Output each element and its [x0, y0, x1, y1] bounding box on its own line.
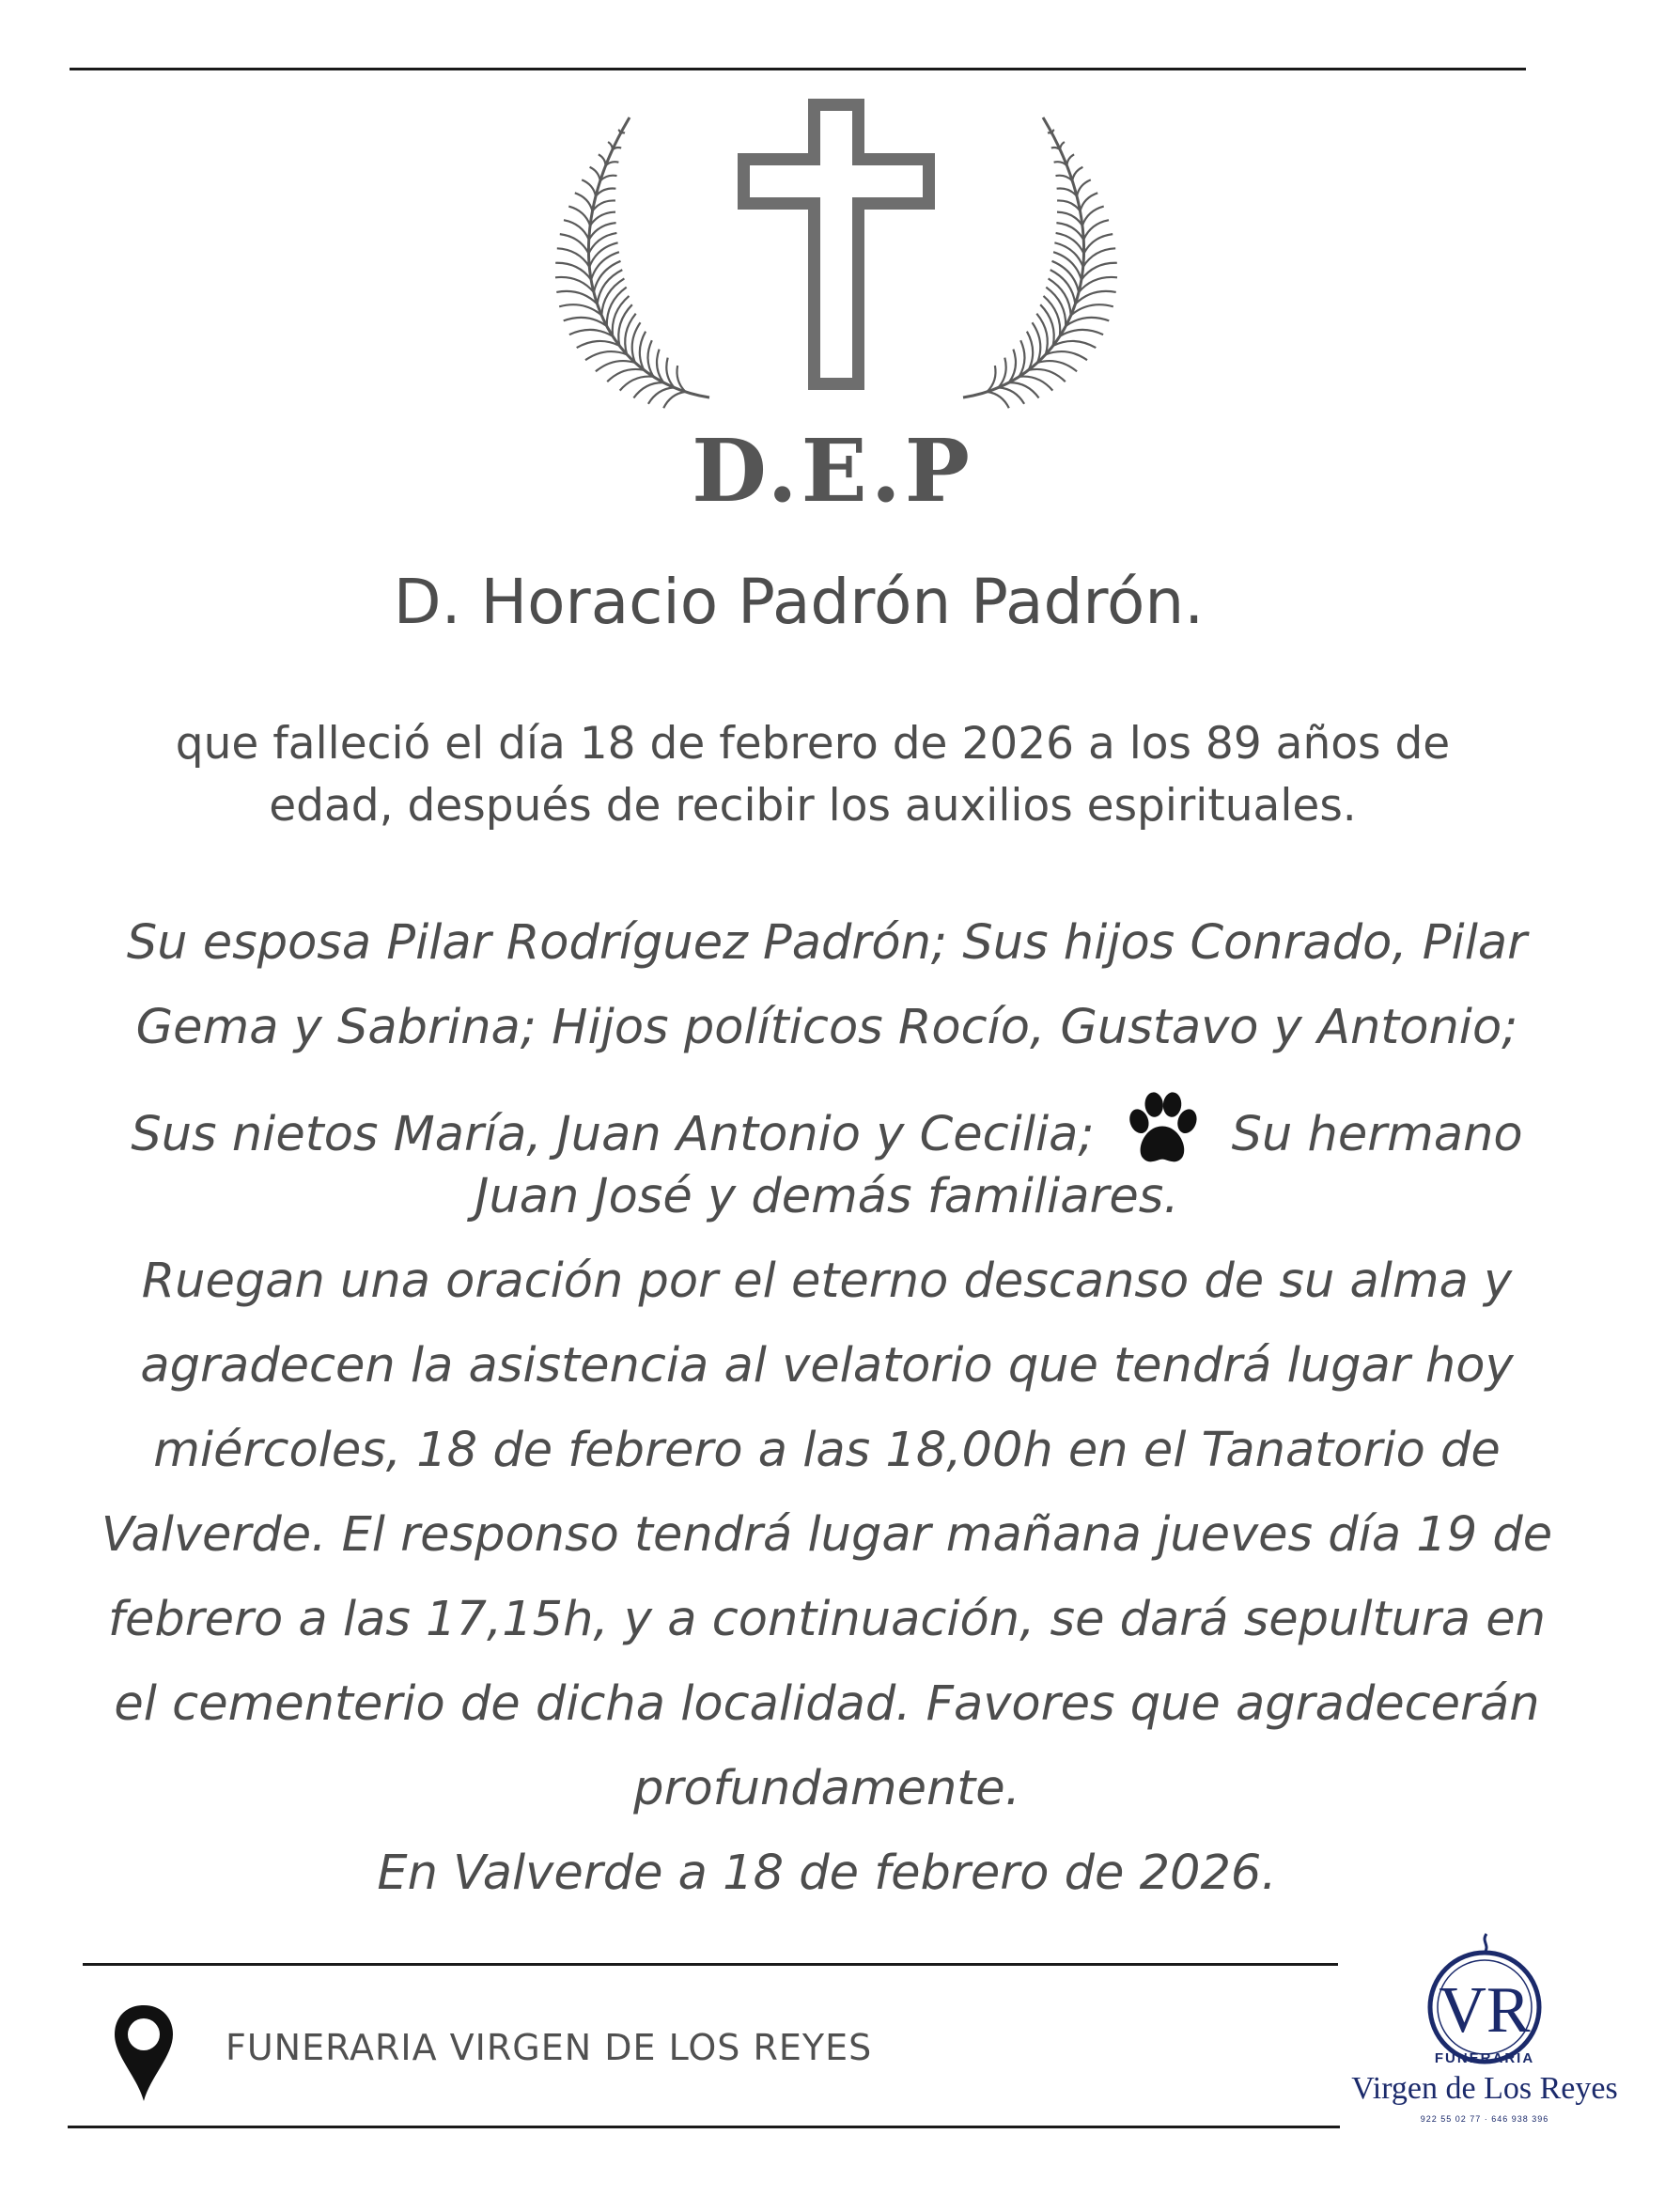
family-line-3-start: Sus nietos María, Juan Antonio y Cecilia;: [131, 1107, 1095, 1162]
palm-leaflet: [657, 350, 663, 383]
palm-leaflet: [618, 130, 620, 133]
palm-leaflet: [1077, 179, 1091, 195]
palm-leaflet: [1048, 132, 1052, 133]
logo-phone-numbers: 922 55 02 77 · 646 938 396: [1420, 2114, 1549, 2124]
footer-top-divider: [83, 1963, 1338, 1966]
palm-leaflet: [556, 291, 597, 304]
death-notice-line-1: que falleció el día 18 de febrero de 2026 a los 89 años de: [175, 718, 1451, 770]
palm-leaflet: [569, 330, 613, 336]
logo-monogram: VR: [1439, 1974, 1531, 2047]
palm-leaflet: [585, 351, 627, 360]
palm-leaflet: [613, 148, 621, 149]
funeral-home-name: FUNERARIA VIRGEN DE LOS REYES: [226, 2027, 873, 2068]
palm-leaflet: [663, 392, 685, 408]
palm-leaflet: [559, 304, 601, 315]
ruegan-line-3: miércoles, 18 de febrero a las 18,00h en el Tanatorio de: [153, 1423, 1501, 1478]
family-line-1: Su esposa Pilar Rodríguez Padrón; Sus hijos Conrado, Pilar: [126, 915, 1528, 971]
palm-leaflet: [590, 167, 600, 181]
palm-leaflet: [648, 340, 654, 377]
family-line-2: Gema y Sabrina; Hijos políticos Rocío, Gustavo y Antonio;: [135, 1000, 1518, 1055]
palm-leaflet: [582, 179, 596, 195]
palm-leaflet: [999, 387, 1025, 403]
map-pin-icon: [111, 2002, 177, 2105]
palm-leaflet: [1071, 304, 1113, 315]
palm-leaflet: [988, 392, 1009, 408]
ruegan-line-5: febrero a las 17,15h, y a continuación, se dará sepultura en: [108, 1592, 1546, 1647]
ruegan-line-7: profundamente.: [633, 1761, 1020, 1816]
ruegan-line-1: Ruegan una oración por el eterno descanso de su alma y: [141, 1254, 1513, 1309]
palm-leaflet: [1084, 234, 1113, 254]
paw-print-icon: [1121, 1088, 1204, 1171]
palm-leaflet: [1079, 277, 1117, 292]
palm-leaflet: [1029, 369, 1066, 382]
closing-line: En Valverde a 18 de febrero de 2026.: [377, 1846, 1277, 1901]
palm-leaflet: [1053, 341, 1097, 348]
palm-leaflet: [608, 142, 613, 149]
ruegan-line-6: el cementerio de dicha localidad. Favores que agradecerán: [114, 1676, 1540, 1732]
cross-icon: [738, 99, 935, 390]
palm-leaflet: [1060, 330, 1103, 336]
footer-bottom-divider: [68, 2126, 1340, 2128]
palm-leaflet: [1075, 291, 1115, 304]
palm-leaflet: [1066, 154, 1074, 165]
palm-leaflet: [593, 200, 615, 210]
dep-heading: D.E.P: [692, 420, 973, 522]
palm-leaflet: [1009, 382, 1039, 397]
logo-word-funeraria: FUNERARIA: [1434, 2050, 1535, 2066]
palm-leaflet: [666, 358, 674, 388]
palm-leaflet: [1081, 193, 1098, 210]
ruegan-line-4: Valverde. El responso tendrá lugar mañana jueves día 19 de: [101, 1507, 1553, 1563]
top-divider: [70, 68, 1526, 70]
palm-leaflet: [1046, 351, 1087, 360]
palm-leaflet: [1057, 200, 1080, 210]
right-palm-leaf-icon: [963, 117, 1117, 408]
palm-leaflet: [1051, 148, 1060, 149]
palm-leaflet: [1072, 167, 1082, 181]
ruegan-line-2: agradecen la asistencia al velatorio que tendrá lugar hoy: [140, 1338, 1514, 1394]
left-palm-leaf-icon: [555, 117, 709, 408]
palm-leaflet: [607, 369, 644, 382]
palm-leaflet: [620, 377, 654, 391]
palm-leaflet: [999, 358, 1006, 388]
palm-leaflet: [640, 332, 646, 370]
palm-leaflet: [577, 341, 620, 348]
family-line-3: [0, 1088, 1654, 1171]
palm-leaflet: [575, 193, 593, 210]
death-notice-line-2: edad, después de recibir los auxilios espirituales.: [269, 780, 1357, 832]
palm-leaflet: [555, 277, 594, 292]
palm-leaflet: [1060, 142, 1065, 149]
palm-leaflet: [1019, 377, 1053, 391]
palm-leaflet: [1019, 340, 1025, 377]
palm-leaflet: [648, 387, 675, 403]
palm-leaflet: [1009, 350, 1016, 383]
deceased-name: D. Horacio Padrón Padrón.: [393, 566, 1205, 638]
family-line-4: Juan José y demás familiares.: [475, 1169, 1179, 1224]
palm-leaflet: [633, 382, 663, 397]
cross-with-palm-leaves-icon: [545, 99, 1128, 409]
palm-leaflet: [599, 154, 606, 165]
palm-leaflet: [1027, 332, 1033, 370]
palm-leaflet: [560, 234, 589, 254]
palm-leaflet: [564, 318, 607, 326]
family-line-3-end: Su hermano: [1231, 1107, 1523, 1162]
palm-leaflet: [1066, 318, 1109, 326]
logo-script-name: Virgen de Los Reyes: [1351, 2071, 1618, 2106]
